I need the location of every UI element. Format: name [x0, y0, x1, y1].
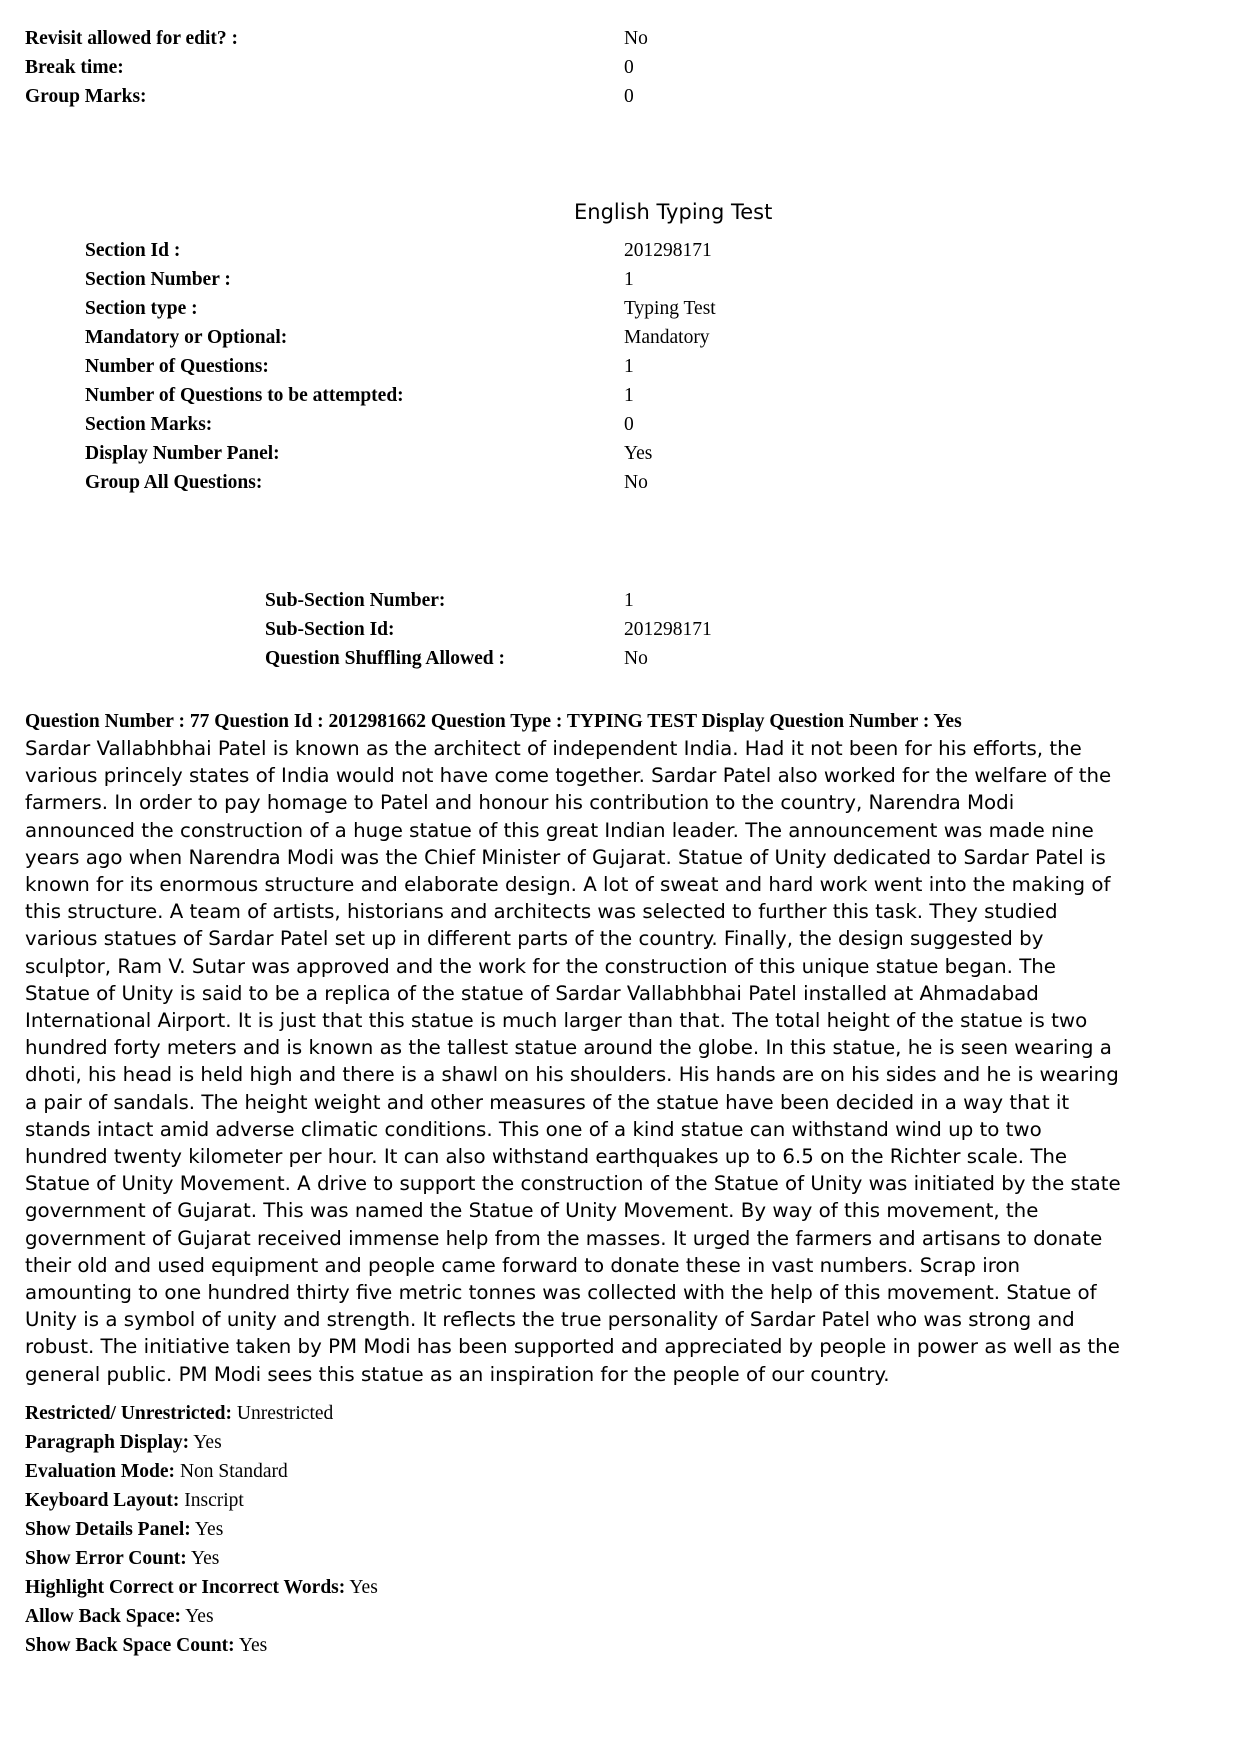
highlight-words-label: Highlight Correct or Incorrect Words: — [25, 1577, 346, 1598]
details-panel-value: Yes — [194, 1519, 224, 1540]
num-attempt-label: Number of Questions to be attempted: — [85, 385, 404, 406]
paragraph-display-value: Yes — [193, 1432, 222, 1453]
paragraph-display-label: Paragraph Display: — [25, 1432, 190, 1453]
num-questions-value: 1 — [624, 356, 634, 377]
paragraph-line: sculptor, Ram V. Sutar was approved and the work for the construction of this unique statue began. The — [25, 954, 1056, 978]
section-number-value: 1 — [624, 269, 634, 290]
details-panel-label: Show Details Panel: — [25, 1519, 191, 1540]
paragraph-line: amounting to one hundred thirty five metric tonnes was collected with the help of this movement. Statue of — [25, 1281, 1097, 1305]
subsection-values — [624, 586, 712, 673]
question-header: Question Number : 77 Question Id : 2012981662 Question Type : TYPING TEST Display Question Number : Yes — [25, 711, 962, 732]
restricted-label: Restricted/ Unrestricted: — [25, 1403, 233, 1424]
paragraph-line: years ago when Narendra Modi was the Chief Minister of Gujarat. Statue of Unity dedicated to Sardar Patel is — [25, 845, 1106, 869]
display-panel-label: Display Number Panel: — [85, 443, 280, 464]
paragraph-line: general public. PM Modi sees this statue as an inspiration for the people of our country. — [25, 1362, 890, 1386]
paragraph-line: government of Gujarat received immense help from the masses. It urged the farmers and artisans to donate — [25, 1226, 1103, 1250]
paragraph-line: a pair of sandals. The height weight and other measures of the statue have been decided in a way that it — [25, 1090, 1070, 1114]
keyboard-layout-value: Inscript — [184, 1490, 244, 1511]
section-id-value: 201298171 — [624, 240, 712, 261]
break-time-value: 0 — [624, 57, 634, 78]
subsection-number-value: 1 — [624, 590, 634, 611]
restricted-value: Unrestricted — [236, 1403, 334, 1424]
section-number-label: Section Number : — [85, 269, 231, 290]
paragraph-line: government of Gujarat. This was named the Statue of Unity Movement. By way of this movement, the — [25, 1199, 1039, 1223]
error-count-label: Show Error Count: — [25, 1548, 187, 1569]
section-title: English Typing Test — [574, 200, 773, 224]
group-all-label: Group All Questions: — [85, 472, 263, 493]
property-row — [25, 1457, 378, 1486]
break-time-label: Break time: — [25, 57, 124, 78]
revisit-label: Revisit allowed for edit? : — [25, 28, 239, 49]
shuffling-value: No — [624, 648, 648, 669]
display-panel-value: Yes — [624, 443, 653, 464]
subsection-labels — [265, 586, 505, 673]
paragraph-line: hundred forty meters and is known as the tallest statue around the globe. In this statue, he is seen wearing a — [25, 1036, 1112, 1060]
back-space-count-value: Yes — [238, 1635, 268, 1656]
property-row — [25, 1515, 378, 1544]
section-values — [624, 236, 716, 497]
back-space-label: Allow Back Space: — [25, 1606, 181, 1627]
paragraph-line: their old and used equipment and people came forward to donate these in vast numbers. Scrap iron — [25, 1253, 1021, 1277]
question-properties — [25, 1399, 378, 1660]
mandatory-label: Mandatory or Optional: — [85, 327, 288, 348]
section-marks-value: 0 — [624, 414, 634, 435]
section-labels — [85, 236, 404, 497]
section-type-label: Section type : — [85, 298, 198, 319]
group-marks-value: 0 — [624, 86, 634, 107]
paragraph-line: various statues of Sardar Patel set up in different parts of the country. Finally, the design suggested by — [25, 927, 1044, 951]
paragraph-line: Sardar Vallabhbhai Patel is known as the architect of independent India. Had it not been for his efforts, the — [25, 737, 1082, 760]
paragraph-line: Statue of Unity is said to be a replica of the statue of Sardar Vallabhbhai Patel installed at Ahmadabad — [25, 981, 1039, 1005]
highlight-words-value: Yes — [349, 1577, 378, 1598]
mandatory-value: Mandatory — [624, 327, 710, 348]
paragraph-line: announced the construction of a huge statue of this great Indian leader. The announcement was made nine — [25, 818, 1094, 842]
property-row — [25, 1399, 378, 1428]
subsection-number-label: Sub-Section Number: — [265, 590, 446, 611]
question-paragraph — [25, 735, 1225, 1388]
back-space-value: Yes — [185, 1606, 214, 1627]
num-attempt-value: 1 — [624, 385, 634, 406]
keyboard-layout-label: Keyboard Layout: — [25, 1490, 180, 1511]
paragraph-line: farmers. In order to pay homage to Patel and honour his contribution to the country, Narendra Modi — [25, 791, 1015, 815]
back-space-count-label: Show Back Space Count: — [25, 1635, 235, 1656]
evaluation-mode-value: Non Standard — [179, 1461, 288, 1482]
subsection-id-label: Sub-Section Id: — [265, 619, 395, 640]
paragraph-line: hundred twenty kilometer per hour. It can also withstand earthquakes up to 6.5 on the Richter scale. The — [25, 1145, 1068, 1169]
section-id-label: Section Id : — [85, 240, 181, 261]
section-type-value: Typing Test — [624, 298, 716, 319]
top-info-labels — [25, 24, 238, 111]
top-info-values — [624, 24, 648, 111]
paragraph-line: stands intact amid adverse climatic conditions. This one of a kind statue can withstand wind up to two — [25, 1117, 1042, 1141]
property-row — [25, 1428, 378, 1457]
property-row — [25, 1602, 378, 1631]
evaluation-mode-label: Evaluation Mode: — [25, 1461, 176, 1482]
paragraph-line: dhoti, his head is held high and there is a shawl on his shoulders. His hands are on his sides and he is wearing — [25, 1063, 1119, 1087]
subsection-id-value: 201298171 — [624, 619, 712, 640]
paragraph-line: International Airport. It is just that this statue is much larger than that. The total height of the statue is two — [25, 1009, 1088, 1033]
paragraph-line: robust. The initiative taken by PM Modi has been supported and appreciated by people in power as well as the — [25, 1335, 1120, 1359]
property-row — [25, 1631, 378, 1660]
revisit-value: No — [624, 28, 648, 49]
property-row — [25, 1486, 378, 1515]
group-marks-label: Group Marks: — [25, 86, 147, 107]
shuffling-label: Question Shuffling Allowed : — [265, 648, 506, 669]
paragraph-line: Unity is a symbol of unity and strength. It reflects the true personality of Sardar Patel who was strong and — [25, 1308, 1075, 1332]
paragraph-line: this structure. A team of artists, historians and architects was selected to further this task. They studied — [25, 900, 1058, 924]
property-row — [25, 1573, 378, 1602]
error-count-value: Yes — [190, 1548, 220, 1569]
num-questions-label: Number of Questions: — [85, 356, 269, 377]
paragraph-line: various princely states of India would not have come together. Sardar Patel also worked for the welfare of the — [25, 764, 1112, 788]
paragraph-line: known for its enormous structure and elaborate design. A lot of sweat and hard work went into the making of — [25, 873, 1111, 897]
section-marks-label: Section Marks: — [85, 414, 213, 435]
paragraph-line: Statue of Unity Movement. A drive to support the construction of the Statue of Unity was initiated by the state — [25, 1172, 1121, 1196]
property-row — [25, 1544, 378, 1573]
group-all-value: No — [624, 472, 648, 493]
